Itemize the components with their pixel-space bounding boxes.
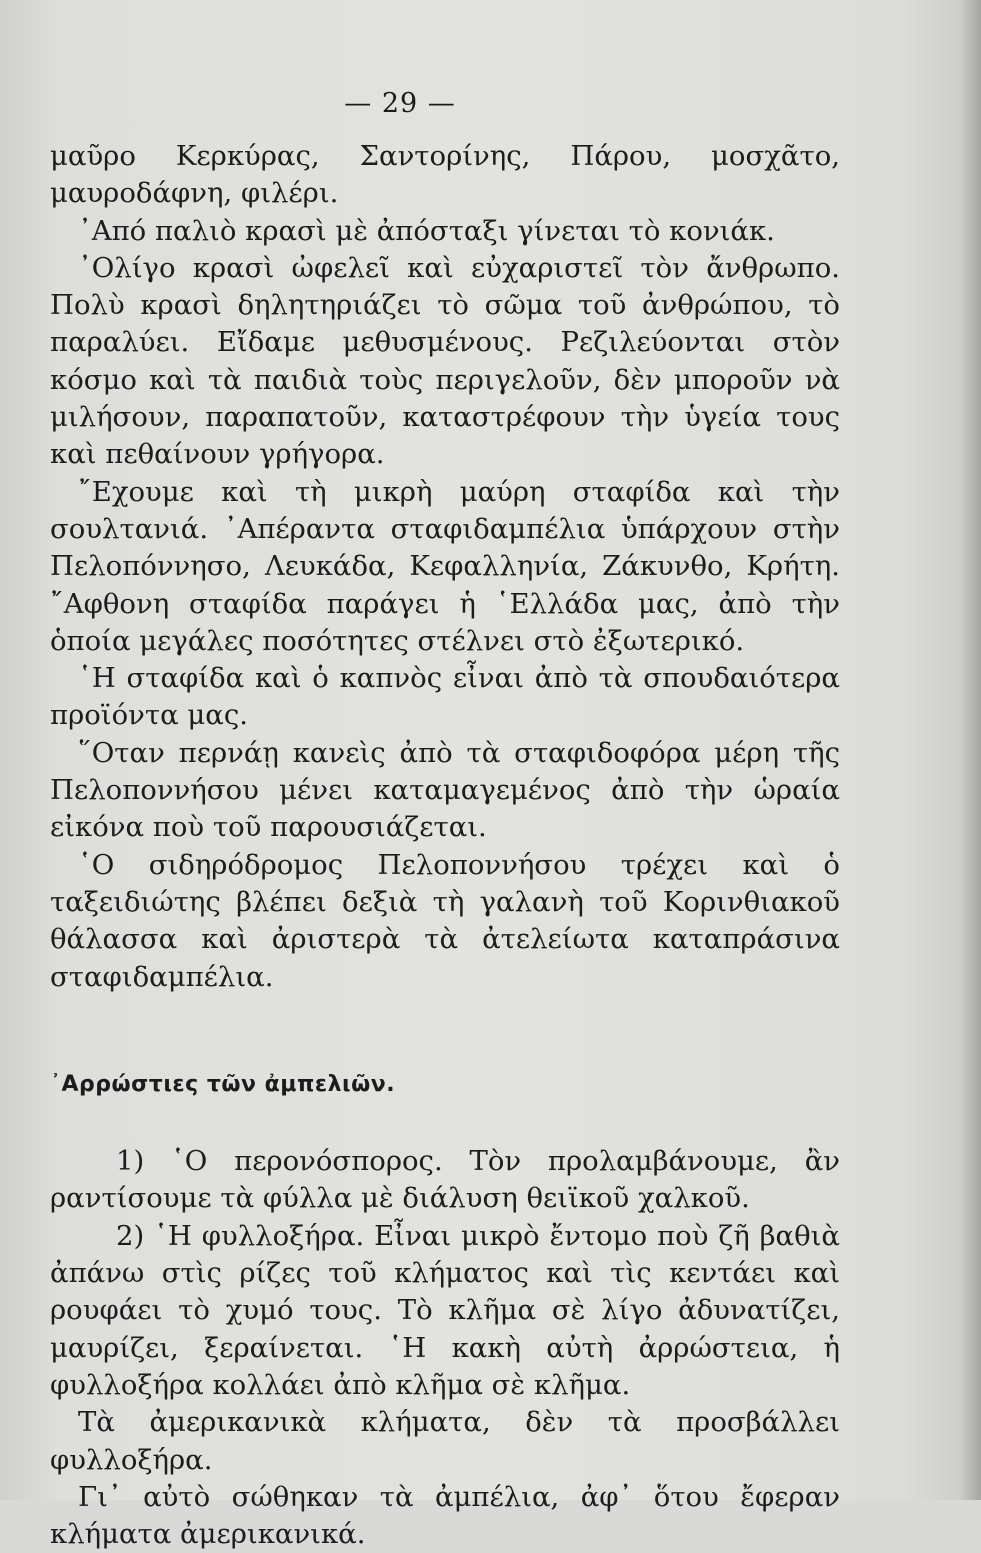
paragraph-2: ᾽Από παλιὸ κρασὶ μὲ ἀπόσταξι γίνεται τὸ κονιάκ. — [78, 214, 775, 247]
paragraph-4: ῎Εχουμε καὶ τὴ μικρὴ μαύρη σταφίδα καὶ τὴν σουλτανιά. ᾽Απέραντα σταφιδαμπέλια ὑπάρχουν στὴν Πελοπόννησο, Λευκάδα, Κεφαλληνία, Ζάκυνθο, Κρήτη. ῎Αφθονη σταφίδα παράγει ἡ ῾Ελλάδα μας, ἀπὸ τὴν ὁποία μεγάλες ποσότητες στέλνει στὸ ἐξωτερικό. — [50, 475, 840, 657]
list-item-1: 1) ῾Ο περονόσπορος. Τὸν προλαμβάνουμε, ἂν ραντίσουμε τὰ φύλλα μὲ διάλυση θειϊκοῦ χαλκοῦ. — [50, 1145, 840, 1215]
page-edge-shadow — [959, 0, 981, 1500]
paragraph-5: ῾Η σταφίδα καὶ ὁ καπνὸς εἶναι ἀπὸ τὰ σπουδαιότερα προϊόντα μας. — [50, 662, 840, 732]
list-item-2: 2) ῾Η φυλλοξήρα. Εἶναι μικρὸ ἔντομο ποὺ ζῆ βαθιὰ ἀπάνω στὶς ρίζες τοῦ κλήματος καὶ τὶς κεντάει καὶ ρουφάει τὸ χυμό τους. Τὸ κλῆμα σὲ λίγο ἀδυνατίζει, μαυρίζει, ξεραίνεται. ῾Η κακὴ αὐτὴ ἀρρώστεια, ἡ φυλλοξήρα κολλάει ἀπὸ κλῆμα σὲ κλῆμα. — [50, 1219, 840, 1401]
closing-paragraph-1: Τὰ ἀμερικανικὰ κλήματα, δὲν τὰ προσβάλλει φυλλοξήρα. — [50, 1406, 840, 1476]
page-body — [50, 138, 840, 1553]
paragraph-7: ῾Ο σιδηρόδρομος Πελοποννήσου τρέχει καὶ ὁ ταξειδιώτης βλέπει δεξιὰ τὴ γαλανὴ τοῦ Κορινθιακοῦ θάλασσα καὶ ἀριστερὰ τὰ ἀτελείωτα καταπράσινα σταφιδαμπέλια. — [50, 848, 840, 993]
paragraph-6: ῞Οταν περνάῃ κανεὶς ἀπὸ τὰ σταφιδοφόρα μέρη τῆς Πελοποννήσου μένει καταμαγεμένος ἀπὸ τὴν ὡραία εἰκόνα ποὺ τοῦ παρουσιάζεται. — [50, 736, 840, 844]
paragraph-3: ᾽Ολίγο κρασὶ ὠφελεῖ καὶ εὐχαριστεῖ τὸν ἄνθρωπο. Πολὺ κρασὶ δηλητηριάζει τὸ σῶμα τοῦ ἀνθρώπου, τὸ παραλύει. Εἴδαμε μεθυσμένους. Ρεζιλεύονται στὸν κόσμο καὶ τὰ παιδιὰ τοὺς περιγελοῦν, δὲν μποροῦν νὰ μιλήσουν, παραπατοῦν, καταστρέφουν τὴν ὑγεία τους καὶ πεθαίνουν γρήγορα. — [50, 251, 840, 471]
page-number: — 29 — — [344, 88, 456, 119]
section-heading: ᾽Αρρώστιες τῶν ἀμπελιῶν. — [50, 1071, 396, 1097]
paragraph-1: μαῦρο Κερκύρας, Σαντορίνης, Πάρου, μοσχᾶτο, μαυροδάφνη, φιλέρι. — [50, 140, 840, 210]
closing-paragraph-2: Γι᾽ αὐτὸ σώθηκαν τὰ ἀμπέλια, ἀφ᾽ ὅτου ἔφεραν κλήματα ἀμερικανικά. — [50, 1480, 840, 1551]
